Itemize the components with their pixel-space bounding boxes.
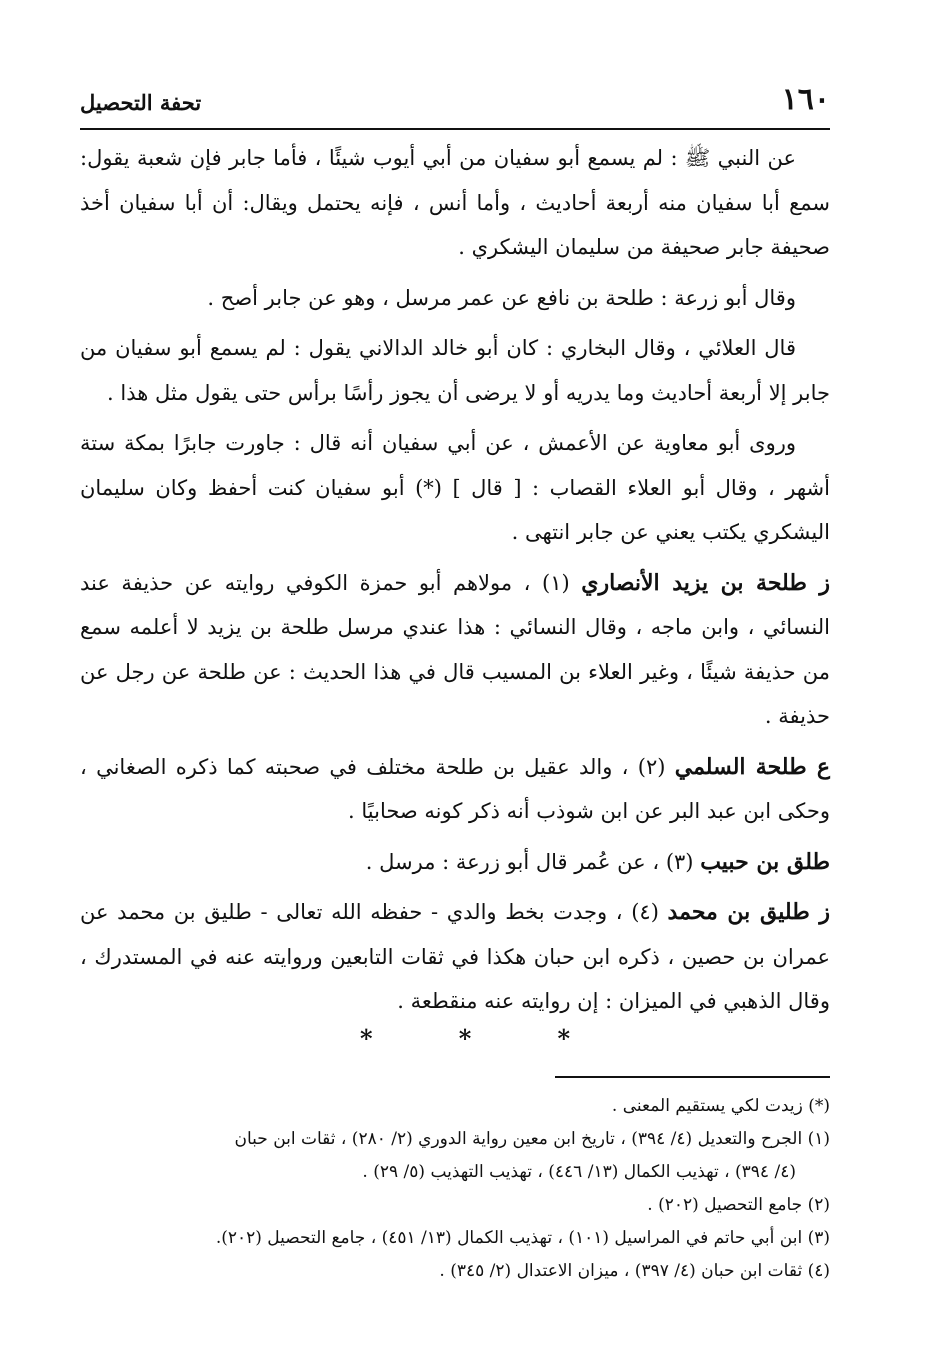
footnote-divider xyxy=(555,1076,830,1078)
entry-heading: ع طلحة السلمي xyxy=(674,753,831,780)
footnote-text: (٢) جامع التحصيل (٢٠٢) . xyxy=(647,1195,830,1215)
footnote-ref: (١) xyxy=(542,570,570,595)
paragraph: وروى أبو معاوية عن الأعمش ، عن أبي سفيان أنه قال : جاورت جابرًا بمكة ستة أشهر ، وقال أبو العلاء القصاب : [ قال ] (*) أبو سفيان كنت أحفظ وكان سليمان اليشكري يكتب يعني عن جابر انتهى . xyxy=(80,431,830,544)
footnote xyxy=(80,1090,830,1123)
paragraph: وقال أبو زرعة : طلحة بن نافع عن عمر مرسل ، وهو عن جابر أصح . xyxy=(207,285,796,310)
main-text xyxy=(80,136,830,1030)
footnote-ref: (٤) xyxy=(631,900,659,924)
separator-star: * xyxy=(557,1024,570,1053)
paragraph: عن النبي ﷺ : لم يسمع أبو سفيان من أبي أيوب شيئًا ، فأما جابر فإن شعبة يقول: سمع أبا سفيان منه أربعة أحاديث ، وأما أنس ، فإنه يحتمل ويقال: أن أبا سفيان أخذ صحيفة جابر صحيفة من سليمان اليشكري . xyxy=(80,146,830,259)
footnote-text: (٣) ابن أبي حاتم في المراسيل (١٠١) ، تهذيب الكمال (١٣/ ٤٥١) ، جامع التحصيل (٢٠٢). xyxy=(215,1228,830,1248)
running-title: تحفة التحصيل xyxy=(80,90,202,115)
footnote xyxy=(80,1222,830,1255)
page-number: ١٦٠ xyxy=(781,82,830,117)
paragraph: قال العلائي ، وقال البخاري : كان أبو خالد الدالاني يقول : لم يسمع أبو سفيان من جابر إلا أربعة أحاديث وما يدريه أو لا يرضى أن يجوز رأسًا برأس حتى يقول مثل هذا . xyxy=(80,336,830,405)
separator-star: * xyxy=(360,1024,373,1053)
footnote-continuation: (٤/ ٣٩٤) ، تهذيب الكمال (١٣/ ٤٤٦) ، تهذيب التهذيب (٥/ ٢٩) . xyxy=(362,1162,796,1182)
narrator-entry xyxy=(80,890,830,1024)
footnotes xyxy=(80,1090,830,1288)
separator-star: * xyxy=(458,1024,472,1053)
page-header xyxy=(80,78,830,130)
entry-heading: طلق بن حبيب xyxy=(700,848,830,875)
narrator-entry xyxy=(80,745,830,834)
footnote xyxy=(80,1123,830,1189)
entry-heading: ز طليق بن محمد xyxy=(667,899,830,925)
narrator-entry xyxy=(80,840,830,885)
section-separator xyxy=(360,1024,570,1053)
footnote-text: (*) زيدت لكي يستقيم المعنى . xyxy=(611,1096,830,1116)
footnote-ref: (٢) xyxy=(637,754,666,779)
footnote-text: (١) الجرح والتعديل (٤/ ٣٩٤) ، تاريخ ابن معين رواية الدوري (٢/ ٢٨٠) ، ثقات ابن حبان xyxy=(234,1129,830,1149)
entry-text: ، عن عُمر قال أبو زرعة : مرسل . xyxy=(365,849,660,874)
footnote xyxy=(80,1189,830,1222)
footnote xyxy=(80,1255,830,1288)
footnote-text: (٤) ثقات ابن حبان (٤/ ٣٩٧) ، ميزان الاعتدال (٢/ ٣٤٥) . xyxy=(439,1261,830,1281)
footnote-ref: (٣) xyxy=(665,849,694,874)
entry-text: ، مولاهم أبو حمزة الكوفي روايته عن حذيفة عند النسائي ، وابن ماجه ، وقال النسائي : هذا عندي مرسل طلحة بن يزيد لا أعلمه سمع من حذيفة شيئًا ، وغير العلاء بن المسيب قال في هذا الحديث : عن طلحة عن رجل عن حذيفة . xyxy=(80,570,830,728)
entry-text: ، وجدت بخط والدي - حفظه الله تعالى - طليق بن محمد عن عمران بن حصين ، ذكره ابن حبان هكذا في ثقات التابعين وروايته عنه في المستدرك ، وقال الذهبي في الميزان : إن روايته عنه منقطعة . xyxy=(80,900,830,1013)
entry-heading: ز طلحة بن يزيد الأنصاري xyxy=(581,569,830,596)
narrator-entry xyxy=(80,561,830,739)
entry-text: ، والد عقيل بن طلحة مختلف في صحبته كما ذكره الصغاني ، وحكى ابن عبد البر عن ابن شوذب أنه ذكر كونه صحابيًا . xyxy=(80,754,830,823)
